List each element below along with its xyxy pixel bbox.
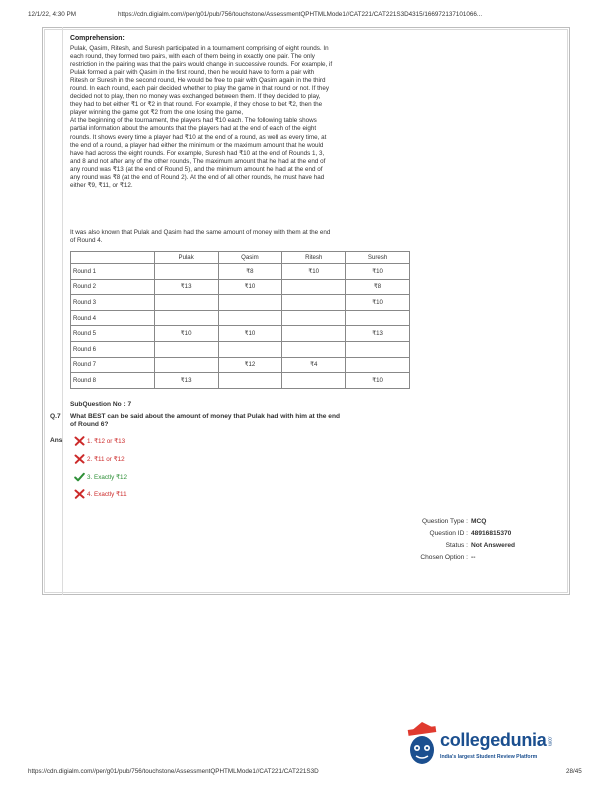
print-footer-url: https://cdn.digialm.com//per/g01/pub/756/touchstone/AssessmentQPHTMLMode1//CAT221/CAT221S3D (28, 768, 319, 775)
table-cell (154, 310, 218, 326)
table-cell: Round 8 (71, 373, 155, 389)
table-row (71, 279, 410, 295)
comprehension-line: Ritesh or Suresh in the second round, He would be free to pair with Qasim again in the third (70, 77, 326, 85)
table-cell: ₹10 (346, 295, 410, 311)
option-2 (74, 454, 125, 464)
table-cell: ₹8 (346, 279, 410, 295)
print-header-url: https://cdn.digialm.com//per/g01/pub/756/touchstone/AssessmentQPHTMLMode1//CAT221/CAT221S3D4315/166972137101066... (118, 11, 483, 18)
table-cell (154, 357, 218, 373)
comprehension-line: Pulak formed a pair with Qasim in the first round, then he would have to form a pair with (70, 69, 315, 77)
table-cell (282, 295, 346, 311)
comprehension-line: restriction in the pairing was that the pairs would change in successive rounds. For example, if (70, 61, 333, 69)
lead-line: of Round 4. (70, 237, 103, 244)
comprehension-line: decided not to play, then no money was exchanged between them. If they decided to play, (70, 93, 321, 101)
table-header-row (71, 252, 410, 264)
brand-wordmark (440, 730, 552, 751)
table-row (71, 264, 410, 280)
table-cell: Round 7 (71, 357, 155, 373)
comprehension-line: have had across the eight rounds. For example, Suresh had ₹10 at the end of Rounds 1, 3, (70, 149, 325, 157)
frame-divider (62, 27, 63, 595)
cross-icon (74, 436, 85, 446)
comprehension-line: any round was ₹13 (at the end of Round 5), and the minimum amount he had at the end of (70, 165, 323, 173)
comprehension-line: either ₹9, ₹11, or ₹12. (70, 181, 133, 189)
subquestion-label: SubQuestion No : 7 (70, 401, 132, 408)
table-cell: ₹10 (346, 373, 410, 389)
comprehension-line: rounds. It shows every time a player had ₹10 at the end of a round, as well as every time, at (70, 133, 327, 141)
option-label: 3. Exactly ₹12 (87, 473, 128, 481)
comprehension-line: and 8 and not after any of the other rounds, The maximum amount that he had at the end of (70, 157, 326, 165)
table-cell (346, 341, 410, 357)
option-1 (74, 436, 125, 446)
table-header-cell: Suresh (346, 252, 410, 264)
comprehension-line: the end of a round, a player had either the minimum or the maximum amount that he would (70, 141, 324, 149)
option-label: 2. ₹11 or ₹12 (87, 455, 125, 463)
comprehension-line: At the beginning of the tournament, the players had ₹10 each. The following table shows (70, 117, 317, 125)
question-line: What BEST can be said about the amount of money that Pulak had with him at the end (70, 413, 340, 420)
cross-icon (74, 454, 85, 464)
table-cell: ₹10 (346, 264, 410, 280)
table-cell (218, 373, 282, 389)
meta-value: Not Answered (471, 542, 516, 549)
table-cell (154, 264, 218, 280)
table-cell: Round 3 (71, 295, 155, 311)
meta-question-id (380, 530, 540, 537)
comprehension-line: they had to bet either ₹1 or ₹2 in that round. For example, if they chose to bet ₹2, then the (70, 101, 323, 109)
table-cell: Round 6 (71, 341, 155, 357)
table-lead-text (70, 229, 416, 245)
brand-name: collegedunia (440, 730, 547, 750)
answer-label: Ans (50, 437, 63, 444)
table-cell (154, 295, 218, 311)
meta-key: Question ID : (429, 530, 468, 537)
table-cell (282, 279, 346, 295)
table-row (71, 373, 410, 389)
comprehension-line: Pulak, Qasim, Ritesh, and Suresh participated in a tournament comprising of eight rounds. In (70, 45, 329, 52)
table-cell (346, 310, 410, 326)
table-cell (346, 357, 410, 373)
table-row (71, 341, 410, 357)
comprehension-title: Comprehension: (70, 35, 125, 42)
meta-value: MCQ (471, 518, 487, 525)
table-cell (218, 341, 282, 357)
table-row (71, 295, 410, 311)
table-cell: ₹12 (218, 357, 282, 373)
table-header-cell: Qasim (218, 252, 282, 264)
meta-key: Chosen Option : (420, 554, 468, 561)
meta-question-type (380, 518, 540, 525)
table-cell (154, 341, 218, 357)
table-cell: ₹10 (282, 264, 346, 280)
option-label: 1. ₹12 or ₹13 (87, 437, 126, 445)
table-cell: Round 5 (71, 326, 155, 342)
table-row (71, 357, 410, 373)
table-cell (282, 310, 346, 326)
table-cell: ₹10 (154, 326, 218, 342)
table-cell: ₹8 (218, 264, 282, 280)
table-cell: ₹10 (218, 279, 282, 295)
meta-chosen-option (380, 554, 540, 561)
table-cell: Round 2 (71, 279, 155, 295)
table-row (71, 310, 410, 326)
comprehension-text (70, 45, 416, 190)
meta-status (380, 542, 540, 549)
brand-suffix: .com (546, 736, 553, 747)
table-cell (282, 373, 346, 389)
table-header-cell (71, 252, 155, 264)
table-cell: ₹13 (154, 279, 218, 295)
table-cell (218, 295, 282, 311)
comprehension-line: round. In each round, each pair decided whether to play the game in that round or not. If they (70, 85, 330, 93)
table-header-cell: Pulak (154, 252, 218, 264)
cross-icon (74, 489, 85, 499)
amounts-table (70, 251, 410, 389)
table-cell: Round 4 (71, 310, 155, 326)
table-cell: ₹13 (346, 326, 410, 342)
comprehension-line: partial information about the amounts that the players had at the end of each of the eight (70, 125, 317, 133)
question-text (70, 413, 420, 430)
comprehension-block (70, 35, 416, 190)
comprehension-line: each round, they formed two pairs, with each of them being in exactly one pair. The only (70, 53, 315, 61)
question-line: of Round 6? (70, 421, 109, 429)
meta-key: Status : (445, 542, 468, 549)
lead-line: It was also known that Pulak and Qasim had the same amount of money with them at the end (70, 229, 331, 236)
table-cell: ₹10 (218, 326, 282, 342)
question-number: Q.7 (50, 413, 61, 420)
table-cell: Round 1 (71, 264, 155, 280)
comprehension-line: any round was ₹8 (at the end of Round 2). At the end of all other rounds, he must have had (70, 173, 325, 181)
table-header-cell: Ritesh (282, 252, 346, 264)
table-cell: ₹4 (282, 357, 346, 373)
table-row (71, 326, 410, 342)
page-number: 28/45 (566, 768, 582, 775)
check-icon (74, 472, 85, 482)
print-datetime: 12/1/22, 4:30 PM (28, 11, 76, 18)
table-cell (218, 310, 282, 326)
option-label: 4. Exactly ₹11 (87, 490, 127, 498)
meta-value: -- (471, 554, 476, 561)
brand-tagline: India's largest Student Review Platform (440, 754, 538, 760)
table-cell: ₹13 (154, 373, 218, 389)
table-cell (282, 326, 346, 342)
option-3 (74, 472, 127, 482)
table-cell (282, 341, 346, 357)
option-4 (74, 489, 127, 499)
meta-key: Question Type : (421, 518, 468, 525)
comprehension-line: player winning the game got ₹2 from the one losing the game, (70, 109, 244, 117)
meta-value: 48916815370 (471, 530, 512, 537)
